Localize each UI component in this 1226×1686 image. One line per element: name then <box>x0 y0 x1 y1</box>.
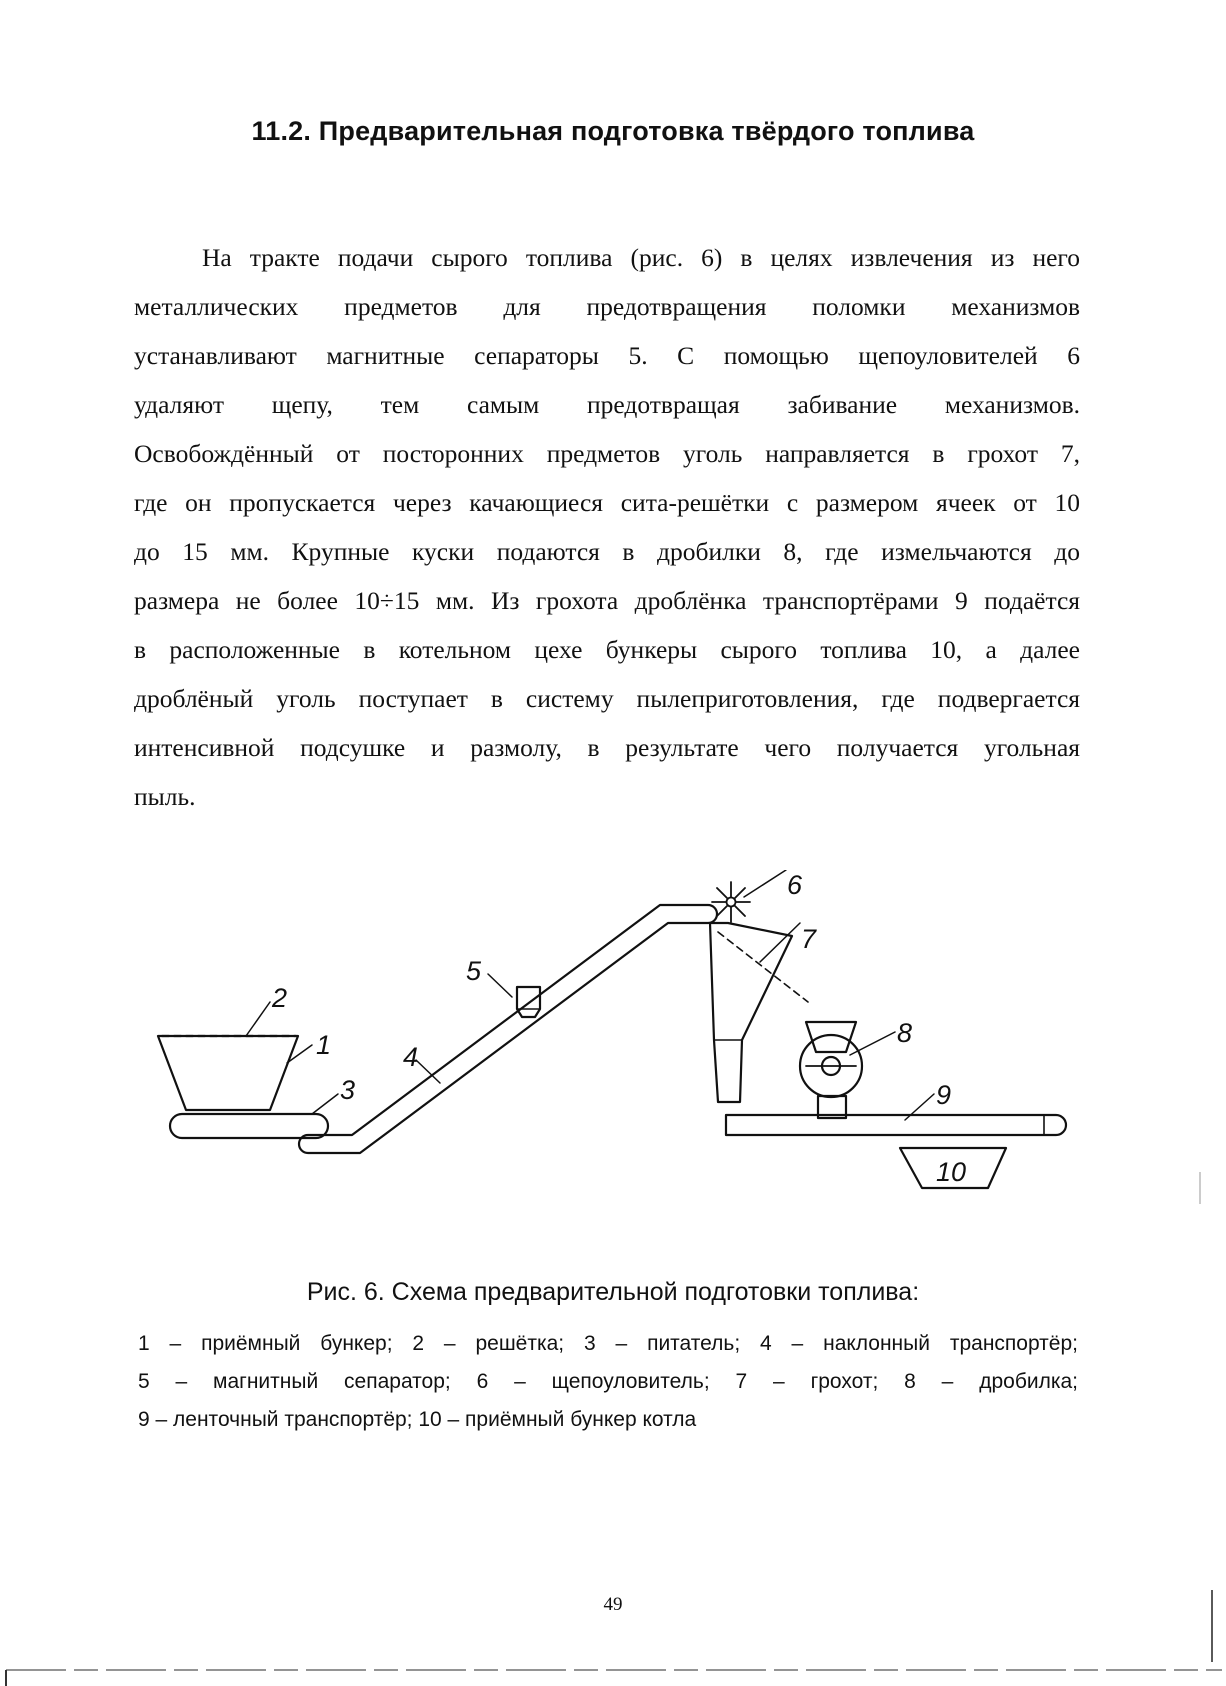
screen-shape <box>710 923 792 1102</box>
label-10: 10 <box>936 1157 967 1187</box>
legend-line: 1 – приёмный бункер; 2 – решётка; 3 – питатель; 4 – наклонный транспортёр; <box>138 1332 1078 1355</box>
label-6: 6 <box>787 870 803 900</box>
crusher-shape <box>800 1022 862 1118</box>
label-1: 1 <box>316 1030 332 1060</box>
legend-line: 5 – магнитный сепаратор; 6 – щепоуловитель; 7 – грохот; 8 – дробилка; <box>138 1370 1078 1393</box>
paragraph-line: Освобождённый от посторонних предметов уголь направляется в грохот 7, <box>134 439 1080 468</box>
feeder-shape <box>170 1114 328 1138</box>
figure-caption-title: Рис. 6. Схема предварительной подготовки топлива: <box>306 1278 920 1306</box>
belt-conveyor-shape <box>726 1115 1066 1135</box>
label-7: 7 <box>801 924 817 954</box>
label-2: 2 <box>272 983 288 1013</box>
paragraph-line: до 15 мм. Крупные куски подаются в дробилки 8, где измельчаются до <box>134 537 1080 566</box>
leader-line-5 <box>488 974 512 997</box>
paragraph-line: дроблёный уголь поступает в систему пылеприготовления, где подвергается <box>134 684 1080 713</box>
label-4: 4 <box>403 1042 419 1072</box>
paragraph-line: где он пропускается через качающиеся сита-решётки с размером ячеек от 10 <box>134 488 1080 517</box>
legend-line: 9 – ленточный транспортёр; 10 – приёмный бункер котла <box>138 1408 697 1431</box>
paragraph-line: удаляют щепу, тем самым предотвращая забивание механизмов. <box>134 390 1080 419</box>
leader-line-2 <box>246 1002 270 1036</box>
paragraph-line: интенсивной подсушке и размолу, в результате чего получается угольная <box>134 733 1080 762</box>
paragraph-line: размера не более 10÷15 мм. Из грохота дроблёнка транспортёрами 9 подаётся <box>134 586 1080 615</box>
leader-line-8 <box>850 1032 895 1055</box>
figure-legend <box>138 1325 1078 1439</box>
paragraph-line: в расположенные в котельном цехе бункеры сырого топлива 10, а далее <box>134 635 1080 664</box>
paragraph-line: устанавливают магнитные сепараторы 5. С помощью щепоуловителей 6 <box>134 341 1080 370</box>
label-3: 3 <box>340 1075 356 1105</box>
section-heading: 11.2. Предварительная подготовка твёрдого топлива <box>251 116 975 146</box>
page-number: 49 <box>603 1594 623 1615</box>
paragraph-line: пыль. <box>134 782 196 811</box>
fuel-preparation-diagram <box>0 870 1226 1230</box>
leader-line-7 <box>760 923 800 962</box>
chip-catcher-shape <box>712 882 750 922</box>
screen-sieve <box>718 932 808 1002</box>
receiving-hopper-shape <box>158 1036 298 1110</box>
leader-line-6 <box>744 870 786 897</box>
leader-line-3 <box>312 1094 338 1114</box>
paragraph-line: металлических предметов для предотвращения поломки механизмов <box>134 292 1080 321</box>
paragraph-line: На тракте подачи сырого топлива (рис. 6) в целях извлечения из него <box>202 243 1080 272</box>
inclined-conveyor-shape <box>299 905 717 1153</box>
label-8: 8 <box>897 1018 913 1048</box>
label-9: 9 <box>936 1080 952 1110</box>
body-paragraph <box>134 233 1080 821</box>
label-5: 5 <box>466 956 482 986</box>
